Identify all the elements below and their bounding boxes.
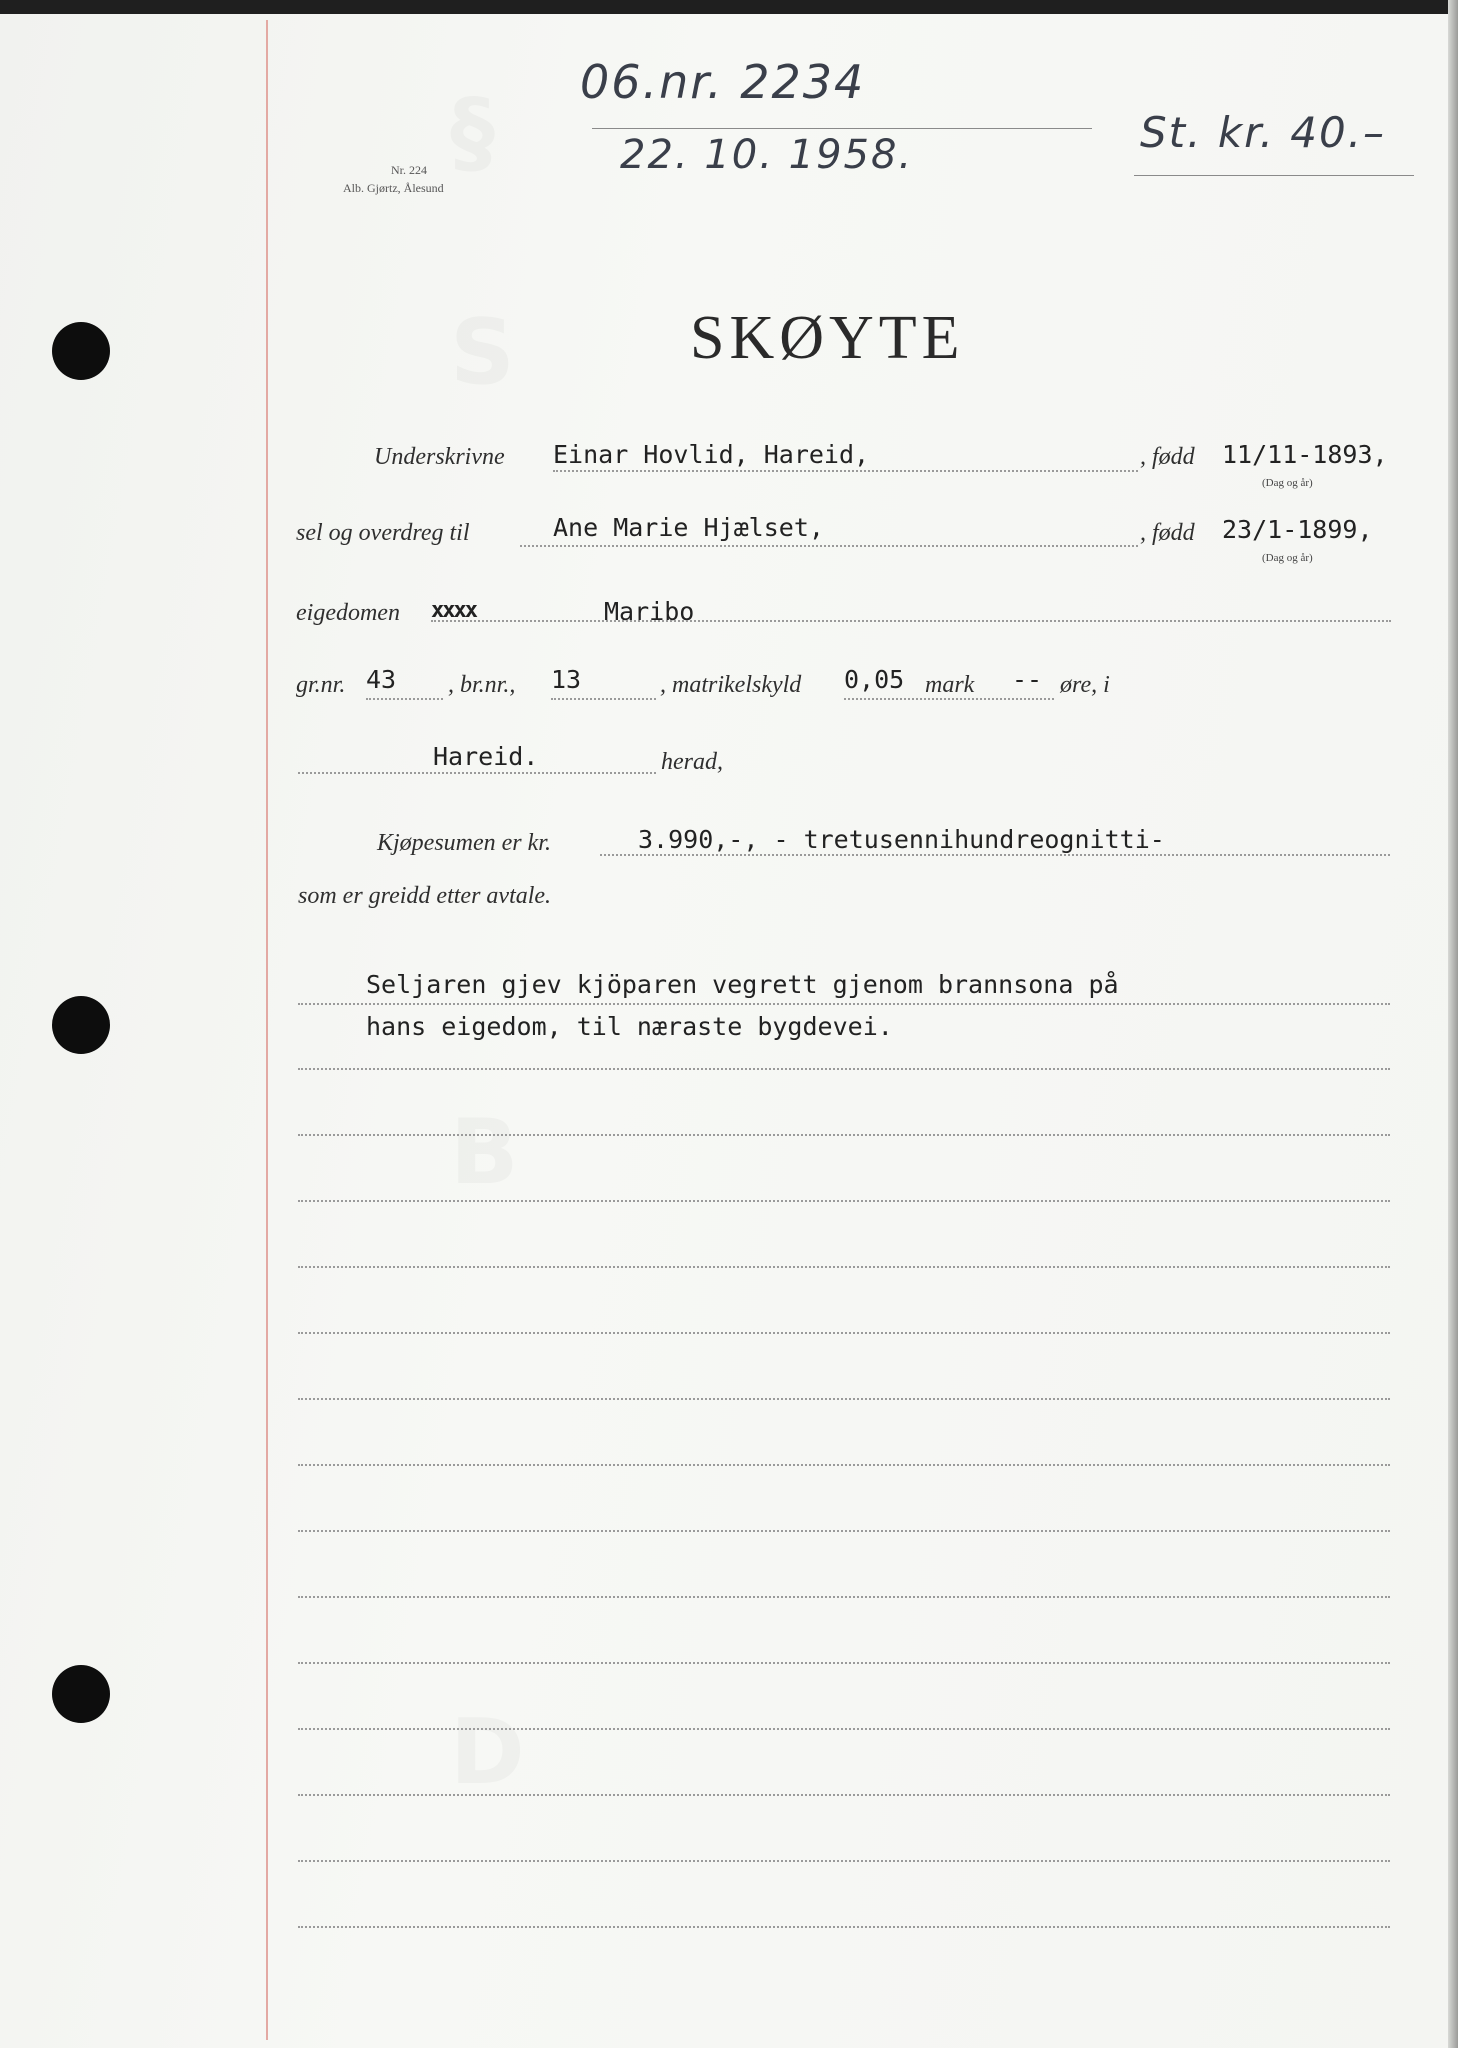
- struck-out-text: xxxx: [431, 598, 476, 623]
- price-value: 3.990,-, - tretusennihundreognitti-: [638, 825, 1165, 854]
- bleed-through-mark: D: [450, 1700, 525, 1805]
- printer-name: Alb. Gjørtz, Ålesund: [343, 181, 444, 195]
- punch-hole: [52, 996, 110, 1054]
- punch-hole: [52, 1665, 110, 1723]
- label-fodd: , fødd: [1140, 444, 1195, 470]
- fill-line: [298, 1003, 1390, 1005]
- label-underskrivne: Underskrivne: [374, 444, 505, 470]
- condition-line-1: Seljaren gjev kjöparen vegrett gjenom brannsona på: [366, 970, 1119, 999]
- empty-line: [298, 1398, 1390, 1400]
- empty-line: [298, 1134, 1390, 1136]
- buyer-birthdate: 23/1-1899,: [1222, 515, 1373, 544]
- handwritten-date: 22. 10. 1958.: [620, 132, 914, 178]
- label-ore: øre, i: [1060, 672, 1110, 698]
- gr-number: 43: [366, 665, 397, 694]
- bleed-through-mark: B: [450, 1100, 519, 1205]
- scan-edge: [0, 0, 1458, 14]
- label-sel-og-overdreg: sel og overdreg til: [296, 520, 470, 546]
- matrikelskyld-value: 0,05: [844, 665, 905, 694]
- label-grnr: gr.nr.: [296, 672, 346, 698]
- scan-edge-right: [1448, 0, 1458, 2048]
- form-number: Nr. 224: [391, 163, 427, 177]
- empty-line: [298, 1662, 1390, 1664]
- fill-line: [600, 854, 1390, 856]
- property-name: Maribo: [604, 597, 695, 626]
- fill-line: [553, 470, 1138, 472]
- br-number: 13: [551, 665, 582, 694]
- margin-line: [266, 20, 268, 2040]
- empty-line: [298, 1266, 1390, 1268]
- handwritten-doc-number: 06.nr. 2234: [580, 55, 866, 109]
- empty-line: [298, 1068, 1390, 1070]
- fill-line: [844, 698, 1054, 700]
- date-hint: (Dag og år): [1262, 552, 1313, 564]
- buyer-name: Ane Marie Hjælset,: [553, 513, 824, 542]
- fill-line: [551, 698, 656, 700]
- seller-name: Einar Hovlid, Hareid,: [553, 440, 870, 469]
- empty-line: [298, 1530, 1390, 1532]
- empty-line: [298, 1926, 1390, 1928]
- fee-underline: [1134, 175, 1414, 176]
- fill-line: [298, 772, 656, 774]
- handwritten-fee: St. kr. 40.–: [1140, 108, 1387, 157]
- empty-line: [298, 1794, 1390, 1796]
- bleed-through-mark: S: [450, 300, 515, 405]
- label-kjopesum: Kjøpesumen er kr.: [377, 830, 551, 856]
- label-matrikelskyld: , matrikelskyld: [660, 672, 802, 698]
- label-mark: mark: [925, 672, 975, 698]
- ore-value: --: [1012, 665, 1043, 694]
- fill-line: [366, 698, 443, 700]
- condition-line-2: hans eigedom, til næraste bygdevei.: [366, 1012, 893, 1041]
- label-fodd: , fødd: [1140, 520, 1195, 546]
- fill-line: [431, 620, 1391, 622]
- seller-birthdate: 11/11-1893,: [1222, 440, 1388, 469]
- date-hint: (Dag og år): [1262, 477, 1313, 489]
- fill-line: [520, 545, 1138, 547]
- doc-number-underline: [592, 128, 1092, 129]
- empty-line: [298, 1464, 1390, 1466]
- bleed-through-mark: §: [450, 80, 495, 185]
- empty-line: [298, 1728, 1390, 1730]
- page-title: SKØYTE: [690, 304, 965, 372]
- label-greidd: som er greidd etter avtale.: [298, 883, 552, 909]
- punch-hole: [52, 322, 110, 380]
- municipality: Hareid.: [433, 742, 539, 771]
- empty-line: [298, 1200, 1390, 1202]
- label-eigedomen: eigedomen: [296, 600, 400, 626]
- label-herad: herad,: [661, 749, 723, 775]
- empty-line: [298, 1860, 1390, 1862]
- empty-line: [298, 1596, 1390, 1598]
- label-brnr: , br.nr.,: [448, 672, 516, 698]
- empty-line: [298, 1332, 1390, 1334]
